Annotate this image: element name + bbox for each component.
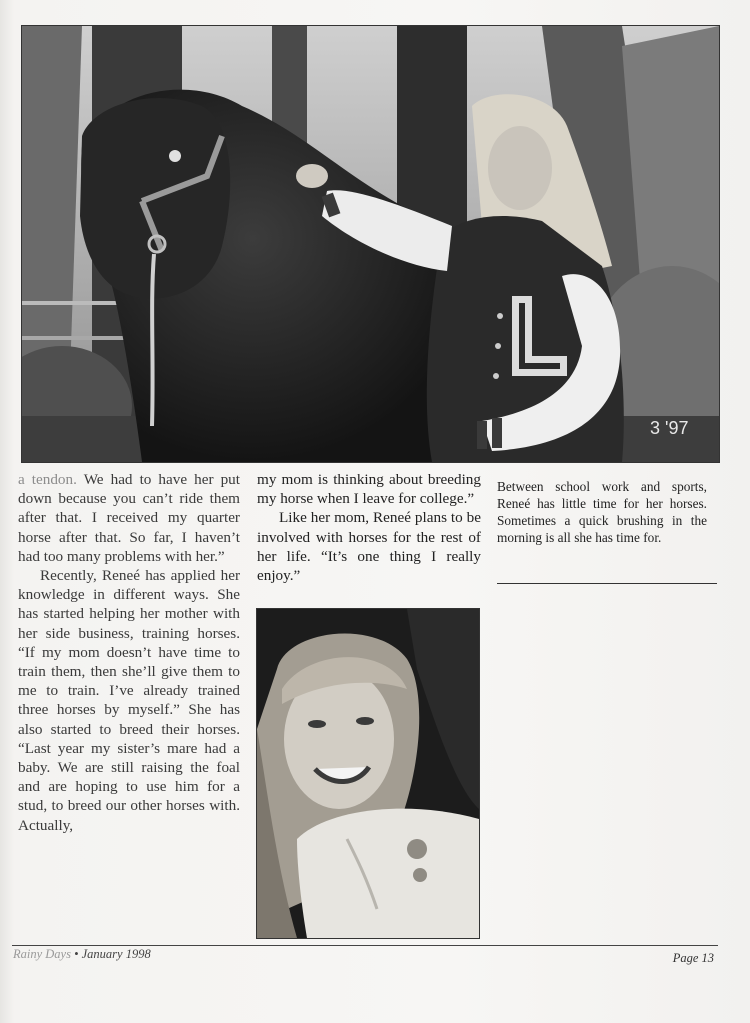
article-paragraph: Recently, Reneé has applied her knowledge in different ways. She has started helping her mother with her side business, training horses. “If my mom doesn’t have time to train them, then she’ll give them to me to train. I’ve already trained three horses by myself.” She has also started to breed their horses. “Last year my sister’s mare had a baby. We are still raising the foal and are hoping to use him for a stud, to breed our other horses with. Actually, xyxy=(18,567,240,834)
article-column-left xyxy=(18,470,240,835)
photo-caption: Between school work and sports, Reneé has little time for her horses. Sometimes a quick brushing in the morning is all she has time for. xyxy=(497,479,707,545)
faded-text: a tendon. xyxy=(18,471,77,488)
footer-divider xyxy=(12,945,718,946)
article-column-middle xyxy=(257,470,481,603)
paragraph-text: We had to have her put down because you can’t ride them after that. I received my quarter horse after that. So far, I haven’t had too many problems with her.” xyxy=(18,471,240,565)
caption-divider xyxy=(497,583,717,584)
publication-name: Rainy Days xyxy=(13,947,71,961)
footer-publication-info xyxy=(13,947,151,962)
horse-and-girl-photo xyxy=(21,25,720,463)
photo-date-stamp: 3 '97 xyxy=(650,418,689,438)
portrait-photo xyxy=(256,608,480,939)
article-paragraph xyxy=(18,470,240,566)
article-paragraph: my mom is thinking about breeding my horse when I leave for college.” xyxy=(257,471,481,508)
page-number: Page 13 xyxy=(672,951,714,965)
article-paragraph: Like her mom, Reneé plans to be involved with horses for the rest of her life. “It’s one thing I really enjoy.” xyxy=(257,509,481,585)
issue-date: January 1998 xyxy=(81,947,151,961)
footer-separator: • xyxy=(70,947,82,961)
